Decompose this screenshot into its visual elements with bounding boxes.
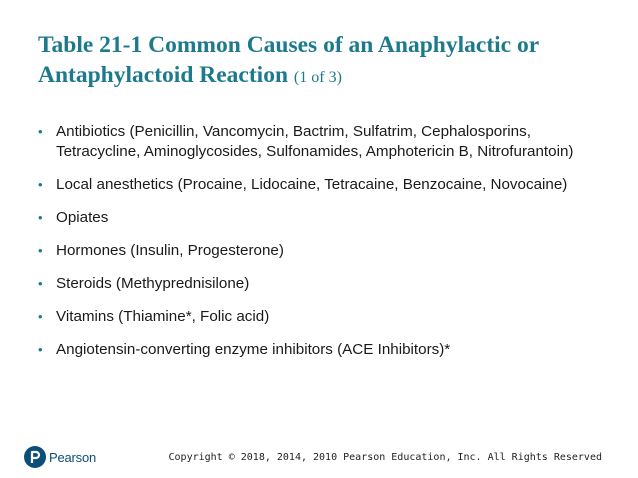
- slide-title: [38, 30, 618, 93]
- bullet-marker: •: [38, 342, 43, 357]
- slide-title-suffix: (1 of 3): [293, 69, 342, 86]
- bullet-text: Steroids (Methyprednisilone): [56, 275, 250, 292]
- bullet-item: [38, 208, 608, 228]
- bullet-item: [38, 340, 608, 360]
- bullet-text: Opiates: [56, 209, 109, 226]
- bullet-marker: •: [38, 243, 43, 258]
- bullet-item: [38, 274, 608, 294]
- copyright-notice: Copyright © 2018, 2014, 2010 Pearson Education, Inc. All Rights Reserved: [168, 452, 602, 463]
- bullet-text: Antibiotics (Penicillin, Vancomycin, Bactrim, Sulfatrim, Cephalosporins, Tetracycline, Aminoglycosides, Sulfonamides, Amphotericin B, Nitrofurantoin): [56, 123, 574, 160]
- bullet-marker: •: [38, 309, 43, 324]
- pearson-p-icon: [24, 446, 46, 468]
- bullet-item: [38, 122, 608, 162]
- bullet-item: [38, 241, 608, 261]
- bullet-text: Local anesthetics (Procaine, Lidocaine, Tetracaine, Benzocaine, Novocaine): [56, 176, 568, 193]
- bullet-item: [38, 307, 608, 327]
- bullet-list: [38, 122, 608, 373]
- slide-title-main: Table 21-1 Common Causes of an Anaphylactic or Antaphylactoid Reaction: [38, 32, 539, 88]
- bullet-marker: •: [38, 276, 43, 291]
- bullet-marker: •: [38, 177, 43, 192]
- bullet-marker: •: [38, 124, 43, 139]
- bullet-marker: •: [38, 210, 43, 225]
- pearson-logo-text: Pearson: [49, 449, 97, 465]
- bullet-text: Hormones (Insulin, Progesterone): [56, 242, 284, 259]
- bullet-text: Angiotensin-converting enzyme inhibitors (ACE Inhibitors)*: [56, 341, 451, 358]
- pearson-logo: [24, 446, 96, 468]
- bullet-text: Vitamins (Thiamine*, Folic acid): [56, 308, 270, 325]
- bullet-item: [38, 175, 608, 195]
